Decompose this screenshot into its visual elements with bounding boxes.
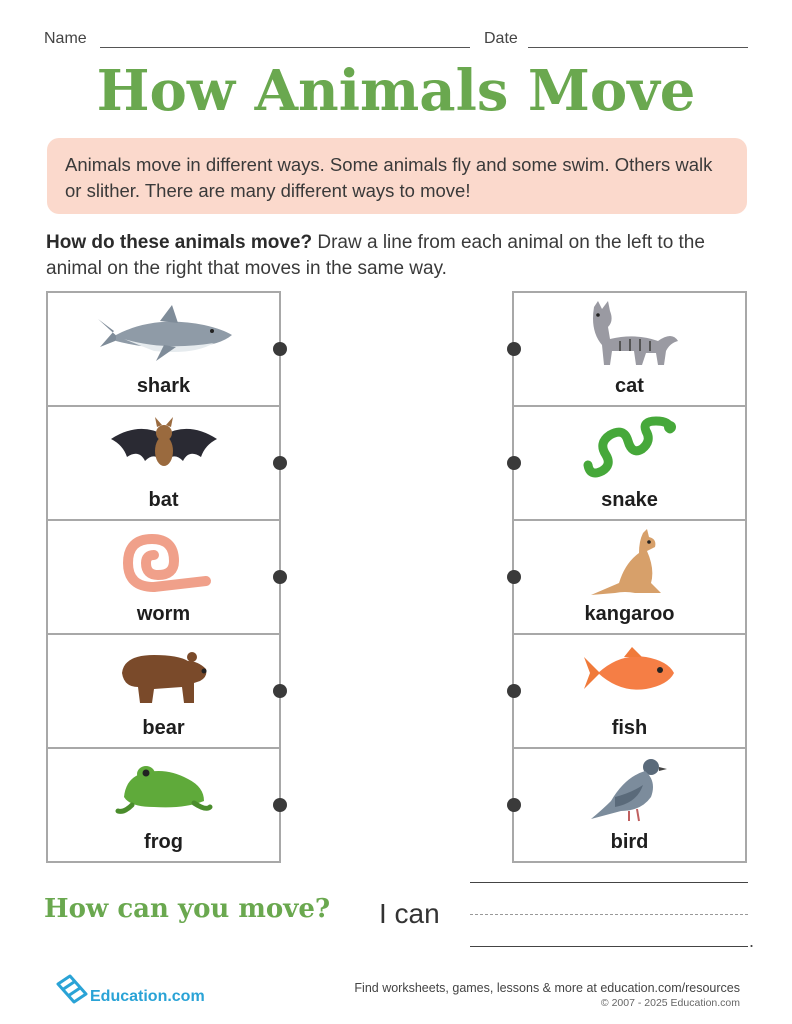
kangaroo-icon: [585, 529, 675, 597]
education-logo-icon: [54, 974, 90, 1008]
animal-label-frog: frog: [144, 831, 183, 853]
snake-icon: [580, 415, 680, 481]
animal-cell-snake: [514, 407, 745, 521]
bird-icon: [585, 757, 675, 825]
animal-label-worm: worm: [136, 603, 191, 625]
bat-icon: [109, 415, 219, 475]
bear-icon: [114, 643, 214, 709]
left-animal-column: [46, 291, 281, 863]
education-logo-text: Education.com: [90, 988, 205, 1005]
animal-label-bat: bat: [148, 489, 179, 511]
worm-icon: [114, 529, 214, 595]
writing-line-top[interactable]: [470, 882, 748, 883]
right-connector-dot-cat[interactable]: [507, 342, 521, 356]
right-animal-column: [512, 291, 747, 863]
animal-cell-kangaroo: [514, 521, 745, 635]
animal-label-bear: bear: [142, 717, 185, 739]
left-connector-dot-bat[interactable]: [273, 456, 287, 470]
animal-label-snake: snake: [601, 489, 658, 511]
name-label: Name: [44, 30, 87, 47]
footer-copyright: © 2007 - 2025 Education.com: [600, 997, 740, 1009]
right-connector-dot-kangaroo[interactable]: [507, 570, 521, 584]
page-title: How Animals Move: [96, 58, 696, 124]
animal-cell-bat: [48, 407, 279, 521]
writing-line-bottom[interactable]: [470, 946, 748, 947]
move-question: How can you move?: [44, 894, 331, 924]
animal-cell-frog: [48, 749, 279, 863]
instructions-text: Draw a line from each animal on the left to the animal on the right that moves in the same way.: [46, 232, 705, 279]
animal-label-kangaroo: kangaroo: [584, 603, 675, 625]
animal-cell-cat: [514, 293, 745, 407]
left-connector-dot-worm[interactable]: [273, 570, 287, 584]
footer-resources-link[interactable]: Find worksheets, games, lessons & more at education.com/resources: [354, 981, 740, 995]
animal-label-bird: bird: [610, 831, 649, 853]
animal-label-cat: cat: [615, 375, 644, 397]
shark-icon: [94, 301, 234, 367]
right-connector-dot-bird[interactable]: [507, 798, 521, 812]
animal-cell-bird: [514, 749, 745, 863]
animal-cell-worm: [48, 521, 279, 635]
instructions: [46, 230, 758, 282]
left-connector-dot-frog[interactable]: [273, 798, 287, 812]
name-date-row: [44, 30, 748, 50]
sentence-period: .: [749, 931, 755, 951]
animal-cell-fish: [514, 635, 745, 749]
fish-icon: [580, 643, 680, 703]
left-connector-dot-bear[interactable]: [273, 684, 287, 698]
right-connector-dot-fish[interactable]: [507, 684, 521, 698]
name-field[interactable]: [100, 47, 470, 48]
animal-cell-shark: [48, 293, 279, 407]
intro-box: Animals move in different ways. Some animals fly and some swim. Others walk or slither. There are many different ways to move!: [47, 138, 747, 214]
instructions-question: How do these animals move?: [46, 232, 313, 253]
writing-line-dashed[interactable]: [470, 914, 748, 915]
frog-icon: [114, 757, 214, 817]
animal-label-shark: shark: [136, 375, 191, 397]
date-field[interactable]: [528, 47, 748, 48]
right-connector-dot-snake[interactable]: [507, 456, 521, 470]
i-can-label: I can: [379, 898, 440, 929]
cat-icon: [580, 301, 680, 367]
date-label: Date: [484, 30, 518, 47]
animal-cell-bear: [48, 635, 279, 749]
left-connector-dot-shark[interactable]: [273, 342, 287, 356]
animal-label-fish: fish: [611, 717, 648, 739]
